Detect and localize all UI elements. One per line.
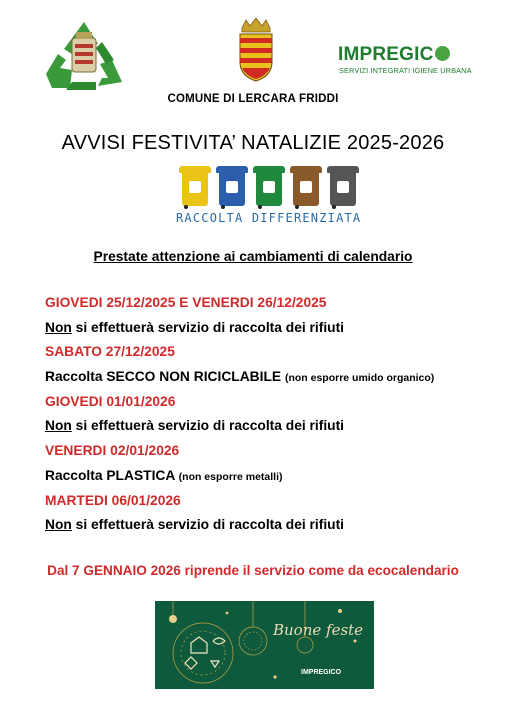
bin-icon xyxy=(255,166,283,208)
schedule-info: Non si effettuerà servizio di raccolta dei rifiuti xyxy=(45,517,345,533)
schedule-date: VENERDI 02/01/2026 xyxy=(45,443,180,459)
service-resume-notice: Dal 7 GENNAIO 2026 riprende il servizio come da ecocalendario xyxy=(47,563,459,578)
bin-icon xyxy=(181,166,209,208)
ornaments-icon xyxy=(155,601,374,689)
brand-name: IMPREGIC xyxy=(338,44,450,66)
waste-bins xyxy=(177,166,357,216)
bin-icon xyxy=(292,166,320,208)
schedule-info: Non si effettuerà servizio di raccolta dei rifiuti xyxy=(45,418,345,434)
crest-icon xyxy=(236,18,276,82)
greeting-text: Buone feste xyxy=(273,621,364,639)
recycling-logo xyxy=(42,18,126,96)
schedule-info: Raccolta PLASTICA (non esporre metalli) xyxy=(45,467,283,483)
schedule-date: GIOVEDI 25/12/2025 E VENERDI 26/12/2025 xyxy=(45,295,327,310)
municipal-crest xyxy=(236,18,276,82)
brand-leaf-icon xyxy=(435,46,450,61)
holiday-schedule xyxy=(45,295,495,542)
brand-tagline: SERVIZI INTEGRATI IGIENE URBANA xyxy=(339,66,472,75)
page-title: AVVISI FESTIVITA’ NATALIZIE 2025-2026 xyxy=(61,132,445,154)
bin-icon xyxy=(329,166,357,208)
christmas-card xyxy=(155,601,374,689)
schedule-date: SABATO 27/12/2025 xyxy=(45,344,175,360)
impregico-logo xyxy=(338,44,478,78)
bins-caption: RACCOLTA DIFFERENZIATA xyxy=(176,211,362,225)
recycle-icon xyxy=(42,18,126,96)
card-logo: IMPREGICO xyxy=(301,669,342,676)
schedule-info: Raccolta SECCO NON RICICLABILE (non esporre umido organico) xyxy=(45,369,435,385)
schedule-date: MARTEDI 06/01/2026 xyxy=(45,492,181,508)
schedule-info: Non si effettuerà servizio di raccolta dei rifiuti xyxy=(45,319,345,335)
schedule-date: GIOVEDI 01/01/2026 xyxy=(45,393,176,409)
bin-icon xyxy=(218,166,246,208)
municipality-name: COMUNE DI LERCARA FRIDDI xyxy=(167,93,339,105)
calendar-notice: Prestate attenzione ai cambiamenti di calendario xyxy=(93,249,413,264)
